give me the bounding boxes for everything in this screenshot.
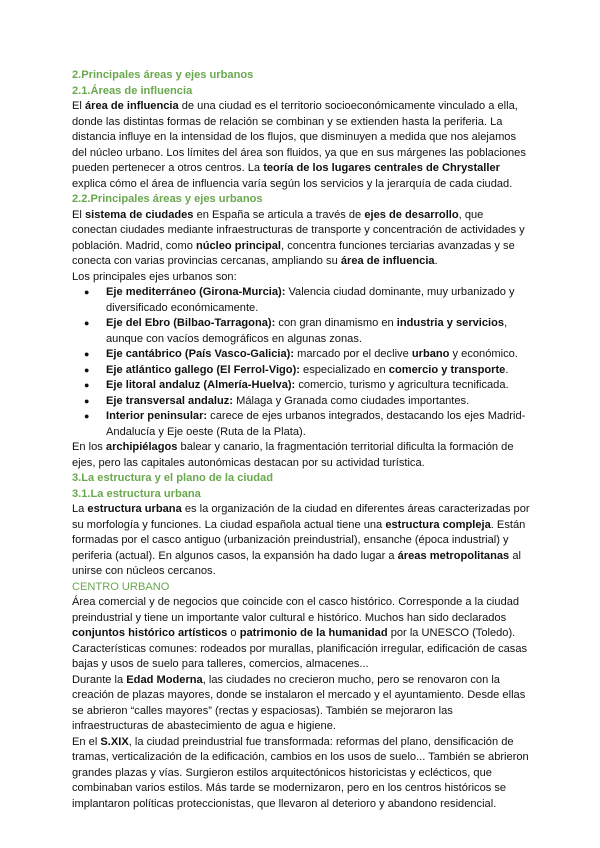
paragraph-ejes-intro: Los principales ejes urbanos son: [72,270,237,283]
paragraph-estructura-urbana: La estructura urbana es la organización de la ciudad en diferentes áreas caracterizadas por su morfología y funciones. La ciudad española actual tiene una estructura compleja. Están formadas por el casco antiguo (urbanización preindustrial), ensanche (época industrial) y periferia (actual). En algunos casos, la expansión ha dado lugar a áreas metropolitanas al unirse con núcleos cercanos. [72,503,530,577]
paragraph-caracteristicas: Características comunes: rodeados por murallas, planificación irregular, edificación de casas bajas y usos de suelo para talleres, comercios, almacenes... [72,642,528,670]
list-item: ● Eje mediterráneo (Girona-Murcia): Valencia ciudad dominante, muy urbanizado y diversificado económicamente. [106,285,530,316]
list-item: ● Eje transversal andaluz: Málaga y Granada como ciudades importantes. [106,394,530,410]
list-item: ● Eje cantábrico (País Vasco-Galicia): marcado por el declive urbano y económico. [106,347,530,363]
heading-centro-urbano: CENTRO URBANO [72,580,170,593]
ejes-list [72,285,530,440]
paragraph-area-influencia: El área de influencia de una ciudad es el territorio socioeconómicamente vinculado a ella, donde las distintas formas de relación se combinan y se extienden hasta la periferia. La distancia influye en la intensidad de los flujos, que disminuyen a medida que nos alejamos del núcleo urbano. Los límites del área son fluidos, ya que en sus márgenes las poblaciones pueden pertenecer a otros centros. La teoría de los lugares centrales de Chrystaller explica cómo el área de influencia varía según los servicios y la jerarquía de cada ciudad. [72,100,526,190]
subsection-heading-2-2: 2.2.Principales áreas y ejes urbanos [72,193,263,205]
document-page [72,68,530,812]
list-item: ● Eje atlántico gallego (El Ferrol-Vigo): especializado en comercio y transporte. [106,363,530,379]
subsection-heading-3-1: 3.1.La estructura urbana [72,487,201,500]
list-item: ● Eje litoral andaluz (Almería-Huelva): comercio, turismo y agricultura tecnificada. [106,378,530,394]
list-item: ● Interior peninsular: carece de ejes urbanos integrados, destacando los ejes Madrid-Andalucía y Eje oeste (Ruta de la Plata). [106,409,530,440]
section-heading-3: 3.La estructura y el plano de la ciudad [72,472,273,484]
paragraph-archipielagos: En los archipiélagos balear y canario, la fragmentación territorial dificulta la formación de ejes, pero las capitales autonómicas destacan por su actividad turística. [72,441,514,469]
subsection-heading-2-1: 2.1.Áreas de influencia [72,84,193,97]
paragraph-sistema-ciudades: El sistema de ciudades en España se articula a través de ejes de desarrollo, que conectan ciudades mediante infraestructuras de transporte y concentración de actividades y población. Madrid, como núcleo principal, concentra funciones terciarias avanzadas y se conecta con varias provincias cercanas, ampliando su área de influencia. [72,208,525,267]
paragraph-edad-moderna: Durante la Edad Moderna, las ciudades no crecieron mucho, pero se renovaron con la creación de plazas mayores, donde se instalaron el mercado y el ayuntamiento. Desde ellas se abrieron “calles mayores” (rectas y espaciosas). También se mejoraron las infraestructuras de abastecimiento de agua e higiene. [72,673,526,732]
list-item: ● Eje del Ebro (Bilbao-Tarragona): con gran dinamismo en industria y servicios, aunque con vacíos demográficos en algunas zonas. [106,316,530,347]
paragraph-centro-urbano: Área comercial y de negocios que coincide con el casco histórico. Corresponde a la ciudad preindustrial y tiene un importante valor cultural e histórico. Muchos han sido declarados conjuntos histórico artísticos o patrimonio de la humanidad por la UNESCO (Toledo). [72,596,520,639]
paragraph-siglo-xix: En el S.XIX, la ciudad preindustrial fue transformada: reformas del plano, densificación de tramas, verticalización de la edificación, cambios en los usos de suelo... También se abrieron grandes plazas y vías. Surgieron estilos arquitectónicos historicistas y eclécticos, que combinaban varios estilos. Más tarde se modernizaron, pero en los centros históricos se implantaron políticas proteccionistas, que llevaron al deterioro y abandono residencial. [72,735,529,810]
section-heading-2: 2.Principales áreas y ejes urbanos [72,69,254,81]
